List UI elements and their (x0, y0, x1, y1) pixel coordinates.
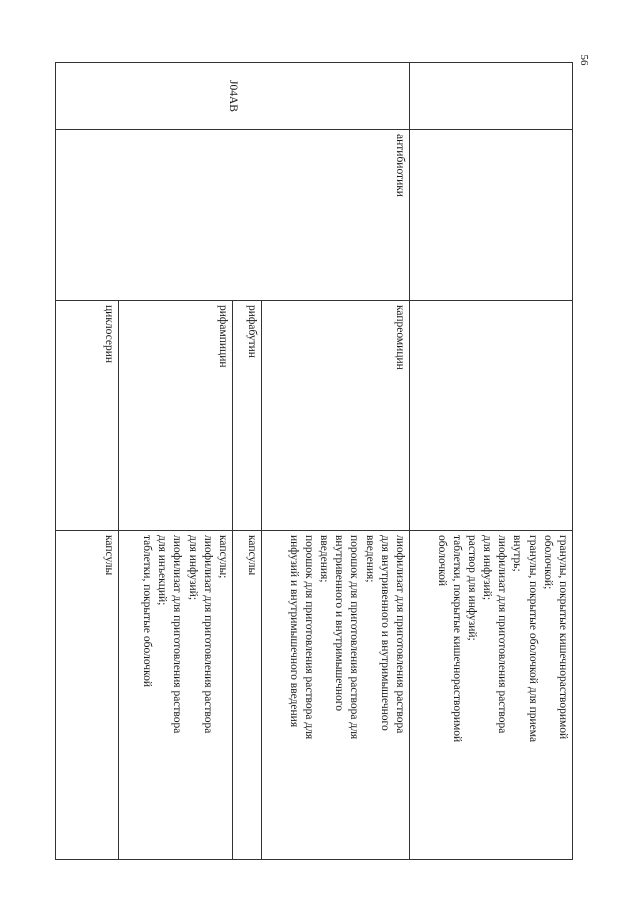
page-number: 56 (578, 54, 590, 66)
drug-name-cell: рифабутин (233, 301, 262, 531)
dosage-form-line: введения; (363, 535, 376, 583)
dosage-form-line: гранулы, покрытые кишечнорастворимой (557, 535, 569, 740)
dosage-form-line: оболочкой (435, 535, 448, 587)
drug-name-cell (410, 301, 573, 531)
dosage-form-line: для внутривенного и внутримышечного (378, 535, 391, 731)
dosage-form-line: лиофилизат для приготовления раствора (496, 535, 509, 734)
drug-name-cell: циклосерин (56, 301, 119, 531)
drug-name-cell: рифампицин (119, 301, 233, 531)
dosage-form-line: капсулы (246, 535, 258, 576)
dosage-form-line: таблетки, покрытые оболочкой (141, 535, 154, 687)
dosage-form-line: капсулы (103, 535, 115, 576)
dosage-form-line: внутривенного и внутримышечного (333, 535, 346, 711)
dosage-form-line: введения; (318, 535, 331, 583)
atc-code-cell: J04AB (56, 63, 410, 130)
dosage-form-line: инфузий и внутримышечного введения (287, 535, 300, 728)
dosage-form-line: порошок для приготовления раствора для (302, 535, 315, 740)
dosage-form-line: таблетки, покрытые кишечнорастворимой (450, 535, 463, 743)
dosage-form-line: внутрь; (511, 535, 524, 572)
dosage-form-line: лиофилизат для приготовления раствора (171, 535, 184, 734)
dosage-form-line: лиофилизат для приготовления раствора (394, 535, 406, 734)
dosage-forms-cell (56, 531, 119, 860)
group-cell: антибиотики (56, 130, 410, 301)
dosage-form-line: оболочкой; (541, 535, 554, 590)
dosage-form-line: капсулы; (217, 535, 229, 579)
table-row (410, 63, 573, 860)
atc-code-cell (410, 63, 573, 130)
drug-table-rotated (56, 62, 573, 859)
dosage-forms-cell (233, 531, 262, 860)
table-row (262, 63, 410, 860)
dosage-form-line: для инфузий; (186, 535, 199, 601)
dosage-form-line: лиофилизат для приготовления раствора (201, 535, 214, 734)
dosage-form-line: для инъекций; (156, 535, 169, 606)
dosage-forms-cell (119, 531, 233, 860)
dosage-form-line: для инфузий; (481, 535, 494, 601)
dosage-form-line: раствор для инфузий; (465, 535, 478, 641)
dosage-form-line: гранулы, покрытые оболочкой для приема (526, 535, 539, 743)
dosage-form-line: порошок для приготовления раствора для (348, 535, 361, 740)
drug-table (55, 62, 573, 860)
drug-name-cell: капреомицин (262, 301, 410, 531)
dosage-forms-cell (262, 531, 410, 860)
dosage-forms-cell (410, 531, 573, 860)
group-cell (410, 130, 573, 301)
